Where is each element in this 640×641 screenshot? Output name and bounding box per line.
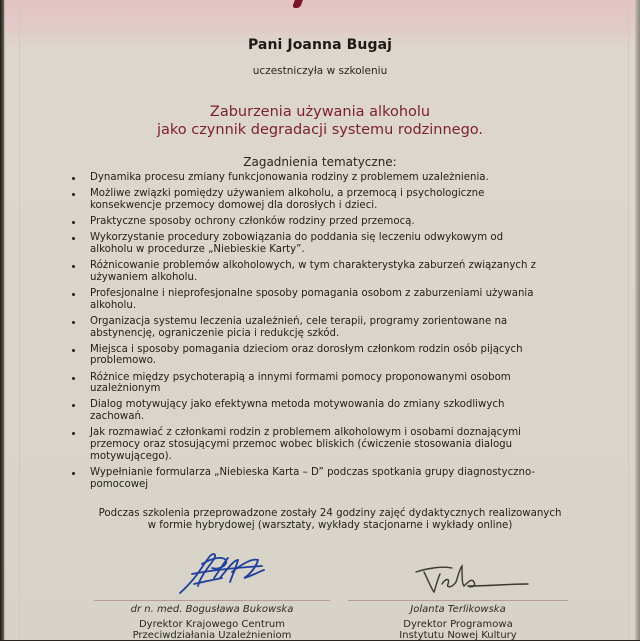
bullet-icon — [72, 432, 75, 435]
topic-item: Dynamika procesu zmiany funkcjonowania rodziny z problemem uzależnienia. — [72, 172, 542, 184]
course-title-line-2: jako czynnik degradacji systemu rodzinnego. — [156, 122, 484, 138]
signature-handwritten-icon — [368, 548, 548, 600]
course-title — [0, 103, 640, 139]
participation-text: uczestniczyła w szkoleniu — [252, 65, 388, 77]
topic-item: Miejsca i sposoby pomagania dzieciom oraz dorosłym członkom rodzin osób pijących problemowo. — [72, 344, 542, 368]
topic-item: Dialog motywujący jako efektywna metoda motywowania do zmiany szkodliwych zachowań. — [72, 399, 542, 423]
bullet-icon — [72, 237, 75, 240]
bullet-icon — [72, 404, 75, 407]
bullet-icon — [72, 221, 75, 224]
signature-line — [94, 600, 330, 601]
recipient-name: Pani Joanna Bugaj — [247, 37, 393, 53]
signature-line — [348, 600, 568, 601]
topic-item: Różnicowanie problemów alkoholowych, w tym charakterystyka zaburzeń związanych z używaniem alkoholu. — [72, 260, 542, 284]
signatory-name: Jolanta Terlikowska — [410, 604, 506, 615]
topic-item: Profesjonalne i nieprofesjonalne sposoby pomagania osobom z zaburzeniami używania alkoholu. — [72, 288, 542, 312]
training-summary — [40, 508, 620, 532]
course-title-line-1: Zaburzenia używania alkoholu — [209, 104, 431, 120]
summary-line-1: Podczas szkolenia przeprowadzone zostały 24 godziny zajęć dydaktycznych realizowanych — [98, 508, 562, 519]
topics-list — [72, 172, 542, 495]
bullet-icon — [72, 377, 75, 380]
topic-item: Wypełnianie formularza „Niebieska Karta – D” podczas spotkania grupy diagnostyczno-pomocowej — [72, 467, 542, 491]
signature-block-left — [102, 548, 322, 641]
signatory-role: Dyrektor Programowa Instytutu Nowej Kultury — [399, 619, 517, 641]
frame-line-right — [628, 0, 629, 640]
topic-item: Możliwe związki pomiędzy używaniem alkoholu, a przemocą i psychologiczne konsekwencje przemocy domowej dla dorosłych i dzieci. — [72, 188, 542, 212]
bullet-icon — [72, 349, 75, 352]
topic-item: Różnice między psychoterapią a innymi formami pomocy proponowanymi osobom uzależnionym — [72, 372, 542, 396]
topic-item: Organizacja systemu leczenia uzależnień, cele terapii, programy zorientowane na abstynencję, ograniczenie picia i redukcję szkód. — [72, 316, 542, 340]
topic-item: Jak rozmawiać z członkami rodzin z problemem alkoholowym i osobami doznającymi przemocy oraz stosującymi przemoc wobec bliskich (ćwiczenie stosowania dialogu motywującego). — [72, 427, 542, 462]
bullet-icon — [72, 265, 75, 268]
signatory-role: Dyrektor Krajowego Centrum Przeciwdziałania Uzależnieniom — [132, 619, 292, 641]
signature-block-right — [368, 548, 548, 641]
bullet-icon — [72, 193, 75, 196]
photo-edge-right — [636, 0, 640, 640]
signature-handwritten-icon — [102, 548, 322, 600]
bullet-icon — [72, 293, 75, 296]
topic-item: Wykorzystanie procedury zobowiązania do poddania się leczeniu odwykowym od alkoholu w procedurze „Niebieskie Karty”. — [72, 232, 542, 256]
frame-line-left — [19, 0, 20, 640]
topics-heading: Zagadnienia tematyczne: — [243, 155, 397, 169]
signatory-name: dr n. med. Bogusława Bukowska — [130, 604, 294, 615]
summary-line-2: w formie hybrydowej (warsztaty, wykłady stacjonarne i wykłady online) — [147, 520, 513, 531]
bullet-icon — [72, 472, 75, 475]
bullet-icon — [72, 177, 75, 180]
bullet-icon — [72, 321, 75, 324]
topic-item: Praktyczne sposoby ochrony członków rodziny przed przemocą. — [72, 216, 542, 228]
